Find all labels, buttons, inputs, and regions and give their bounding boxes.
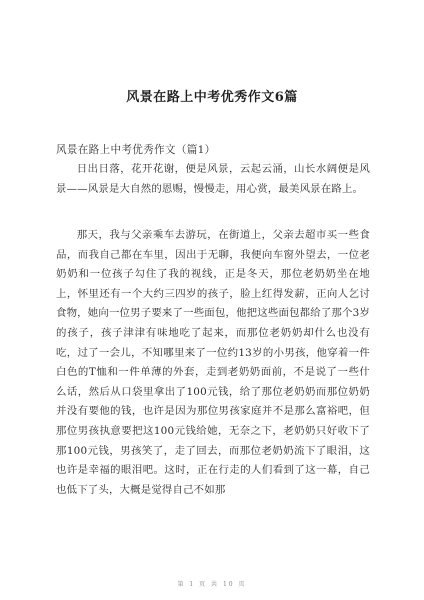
document-title: 风景在路上中考优秀作文6篇	[126, 90, 298, 105]
paragraph-2	[56, 226, 370, 500]
page-footer: 第 1 页 共 10 页	[177, 581, 247, 588]
section-heading: 风景在路上中考优秀作文（篇1）	[56, 144, 216, 156]
paragraph-text: 日出日落，花开花谢，便是风景，云起云涌，山长水阔便是风景——风景是大自然的恩赐，慢慢走，用心赏，最美风景在路上。	[56, 163, 370, 195]
paragraph-text: 那天，我与父亲乘车去游玩，在街道上，父亲去超市买一些食品，而我自己都在车里，因出于无聊，我便向车窗外望去，一位老奶奶和一位孩子勾住了我的视线，正是冬天，那位老奶奶坐在地上，怀里还有一个大约三四岁的孩子，脸上红得发薪，正向人乞讨食物，她向一位男子要来了一些面包，他把这些面包都给了那个3岁的孩子，孩子津津有味地吃了起来，而那位老奶奶却什么也没有吃，过了一会儿，不知哪里来了一位约13岁的小男孩，他穿着一件白色的T恤和一件单薄的外套，走到老奶奶面前，不是说了一些什么话，然后从口袋里拿出了100元钱，给了那位老奶奶而那位奶奶并没有要他的钱，也许是因为那位男孩家庭并不是那么富裕吧，但那位男孩执意要把这100元钱给她，无奈之下，老奶奶只好收下了那100元钱，男孩笑了，走了回去，而那位老奶奶流下了眼泪，这也许是幸福的眼泪吧。这时，正在行走的人们看到了这一幕，自己也低下了头，大概是觉得自己不如那	[56, 229, 370, 496]
paragraph-1	[56, 160, 370, 199]
